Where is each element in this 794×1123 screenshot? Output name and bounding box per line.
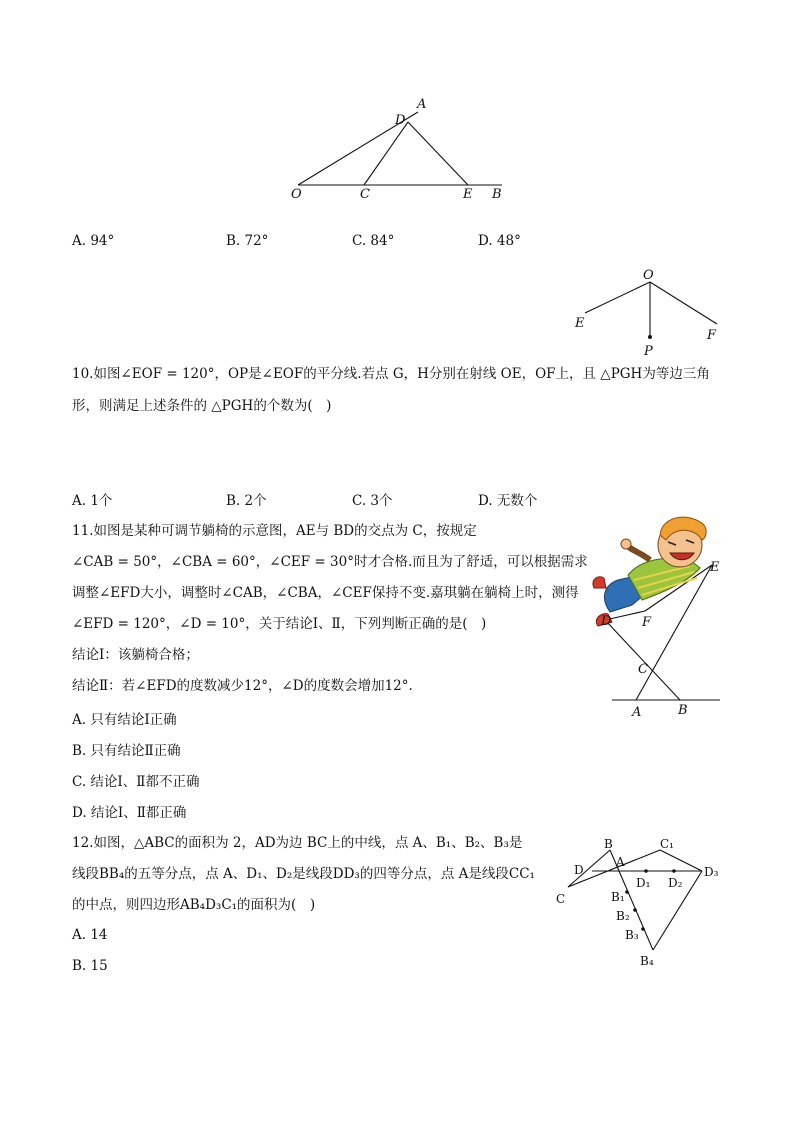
label-B2: B₂ (616, 909, 630, 923)
label-F: F (707, 328, 717, 343)
q11-conclusion-1: 结论Ⅰ：该躺椅合格； (72, 647, 199, 663)
label-D: D (395, 113, 406, 128)
point-b2 (633, 908, 637, 912)
q10-option-b[interactable]: B. 2个 (226, 493, 267, 509)
label-E: E (575, 316, 585, 331)
q9-option-d[interactable]: D. 48° (478, 233, 521, 249)
q10-stem-line2: 形，则满足上述条件的 △PGH的个数为( ) (72, 398, 332, 414)
label-B: B (678, 703, 688, 718)
label-B3: B₃ (625, 928, 639, 942)
q11-conclusion-2: 结论Ⅱ：若∠EFD的度数减少12°，∠D的度数会增加12°. (72, 678, 413, 694)
label-D: D (574, 863, 584, 877)
label-E: E (463, 187, 473, 202)
q11-option-d[interactable]: D. 结论Ⅰ、Ⅱ都正确 (72, 805, 187, 821)
q12-option-a[interactable]: A. 14 (72, 927, 108, 943)
label-O: O (643, 268, 654, 283)
label-B: B (604, 837, 613, 851)
q9-option-c[interactable]: C. 84° (352, 233, 395, 249)
point-d2 (672, 869, 676, 873)
label-F: F (642, 615, 652, 630)
q10-option-c[interactable]: C. 3个 (352, 493, 393, 509)
label-B: B (492, 187, 502, 202)
label-O: O (291, 187, 302, 202)
q12-stem-line2: 线段BB₄的五等分点，点 A、D₁、D₂是线段DD₃的四等分点，点 A是线段CC₁ (72, 866, 535, 882)
q10-option-a[interactable]: A. 1个 (72, 493, 113, 509)
q11-option-c[interactable]: C. 结论Ⅰ、Ⅱ都不正确 (72, 774, 200, 790)
q11-stem-line3: 调整∠EFD大小，调整时∠CAB，∠CBA，∠CEF保持不变.嘉琪躺在躺椅上时，测得 (72, 585, 579, 601)
q11-stem-line1: 11.如图是某种可调节躺椅的示意图，AE与 BD的交点为 C，按规定 (72, 523, 477, 539)
label-B4: B₄ (640, 954, 654, 968)
label-D1: D₁ (636, 876, 651, 890)
label-B1: B₁ (611, 890, 625, 904)
label-C: C (556, 892, 566, 906)
label-C1: C₁ (660, 837, 674, 851)
label-D3: D₃ (704, 865, 719, 879)
segment-c1d3 (660, 850, 702, 871)
label-A: A (616, 855, 625, 869)
label-D2: D₂ (668, 876, 683, 890)
label-D: D (601, 614, 612, 629)
q12-stem-line3: 的中点，则四边形AB₄D₃C₁的面积为( ) (72, 897, 316, 913)
point-d1 (644, 869, 648, 873)
q11-option-a[interactable]: A. 只有结论Ⅰ正确 (72, 712, 177, 728)
label-P: P (644, 344, 653, 359)
q9-option-b[interactable]: B. 72° (226, 233, 269, 249)
point-b3 (641, 927, 645, 931)
q11-stem-line4: ∠EFD = 120°，∠D = 10°，关于结论Ⅰ、Ⅱ，下列判断正确的是( ) (72, 616, 487, 632)
q10-stem-line1: 10.如图∠EOF = 120°，OP是∠EOF的平分线.若点 G，H分别在射线 OE，OF上，且 △PGH为等边三角 (72, 366, 710, 382)
label-A: A (632, 705, 642, 720)
label-C: C (360, 187, 370, 202)
label-E: E (710, 560, 720, 575)
q9-option-a[interactable]: A. 94° (72, 233, 115, 249)
label-A: A (417, 97, 427, 112)
q11-stem-line2: ∠CAB = 50°，∠CBA = 60°，∠CEF = 30°时才合格.而且为了舒适，可以根据需求 (72, 554, 588, 570)
point-b1 (625, 890, 629, 894)
q10-option-d[interactable]: D. 无数个 (478, 493, 538, 509)
q12-option-b[interactable]: B. 15 (72, 958, 108, 974)
q12-stem-line1: 12.如图，△ABC的面积为 2，AD为边 BC上的中线，点 A、B₁、B₂、B₃是 (72, 835, 523, 851)
q11-option-b[interactable]: B. 只有结论Ⅱ正确 (72, 743, 181, 759)
label-C: C (638, 662, 648, 677)
